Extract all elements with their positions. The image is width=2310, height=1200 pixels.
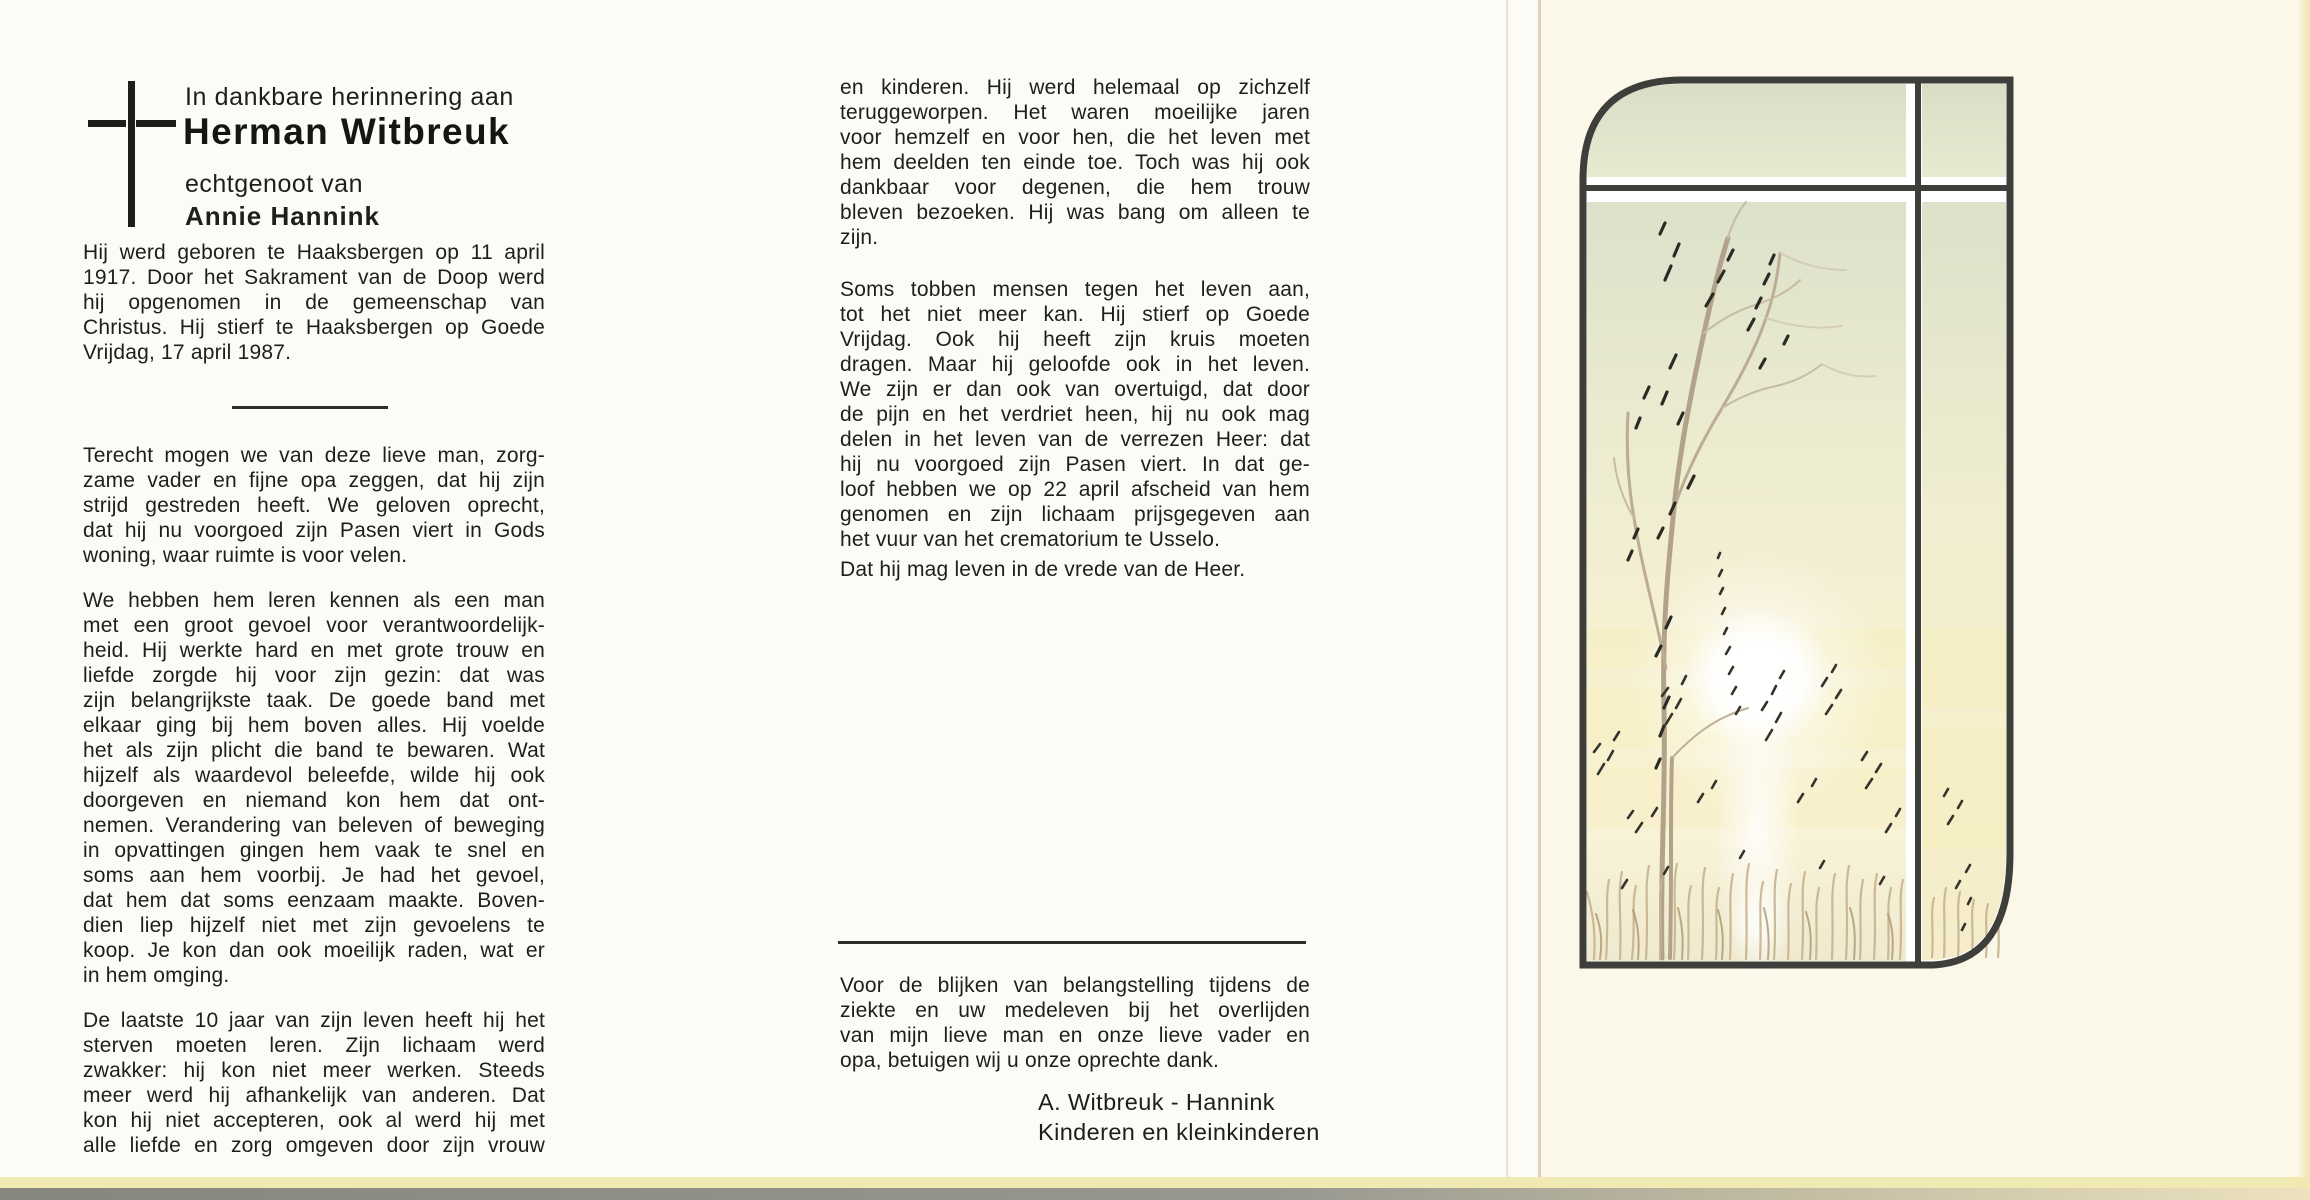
- closing-prayer-line: Dat hij mag leven in de vrede van de Heer.: [840, 558, 1246, 581]
- tribute-paragraph-2: We hebben hem leren kennen als een man met een groot gevoel voor verantwoordelijk- heid. Hij werkte hard en met grote trouw en liefde zorgde hij voor zijn gezin: dat was zijn belangrijkste taak. De goede band met elkaar ging bij hem boven alles. Hij voelde het als zijn plicht die band te bewaren. Wat hijzelf als waardevol beleefde, wilde hij ook doorgeven en niemand kon hem dat ont- nemen. Verandering van beleven of beweging in opvattingen gingen hem vaak te snel en soms aan hem voorbij. Je had het gevoel, dat hem dat soms eenzaam maakte. Boven- dien liep hijzelf niet met zijn gevoelens te koop. Je kon dan ook moeilijk raden, wat er in hem omging.: [83, 589, 545, 987]
- signature-family: Kinderen en kleinkinderen: [1038, 1119, 1320, 1145]
- memorial-intro-line: In dankbare herinnering aan: [185, 83, 514, 111]
- pane-top-left: [1587, 84, 1906, 178]
- scan-bottom-shadow: [0, 1188, 2310, 1200]
- birth-death-paragraph: Hij werd geboren te Haaksbergen op 11 april 1917. Door het Sakrament van de Doop werd hij opgenomen in de gemeenschap van Christus. Hij stierf te Haaksbergen op Goede Vrijdag, 17 april 1987.: [83, 241, 545, 364]
- tribute-paragraph-5: Soms tobben mensen tegen het leven aan, tot het niet meer kan. Hij stierf op Goede Vrijdag. Ook hij heeft zijn kruis moeten dragen. Maar hij geloofde ook in het leven. We zijn er dan ook van overtuigd, dat door de pijn en het verdriet heen, hij nu ook mag delen in het leven van de verrezen Heer: dat hij nu voorgoed zijn Pasen viert. In dat ge- loof hebben we op 22 april afscheid van hem genomen en zijn lichaam prijsgegeven aan het vuur van het crematorium te Usselo.: [840, 278, 1310, 551]
- cross-icon: [86, 78, 181, 230]
- tribute-paragraph-1: Terecht mogen we van deze lieve man, zorg- zame vader en fijne opa zeggen, dat hij zijn strijd gestreden heeft. We geloven oprecht, dat hij nu voorgoed zijn Pasen viert in Gods woning, waar ruimte is voor velen.: [83, 444, 545, 567]
- relation-line: echtgenoot van: [185, 170, 363, 198]
- tribute-paragraph-3: De laatste 10 jaar van zijn leven heeft hij het sterven moeten leren. Zijn lichaam werd zwakker: hij kon niet meer werken. Steeds meer werd hij afhankelijk van anderen. Dat kon hij niet accepteren, ook al werd hij met alle liefde en zorg omgeven door zijn vrouw: [83, 1009, 545, 1157]
- cross-icon-svg: [86, 78, 181, 230]
- window-illustration: [1570, 68, 2022, 980]
- spouse-name: Annie Hannink: [185, 201, 381, 231]
- acknowledgement-paragraph: Voor de blijken van belangstelling tijdens de ziekte en uw medeleven bij het overlijden van mijn lieve man en onze lieve vader en opa, betuigen wij u onze oprechte dank.: [840, 974, 1310, 1072]
- signature-block: [1038, 1087, 1320, 1147]
- card-right-edge: [2298, 0, 2310, 1200]
- signature-name: A. Witbreuk - Hannink: [1038, 1089, 1275, 1115]
- divider-line: [838, 941, 1306, 944]
- fold-line: [1506, 0, 1508, 1200]
- fold-line: [1538, 0, 1541, 1200]
- pane-top-right: [1922, 84, 2006, 177]
- tribute-paragraph-4: en kinderen. Hij werd helemaal op zichzelf teruggeworpen. Het waren moeilijke jaren voor hemzelf en voor hen, die het leven met hem deelden ten einde toe. Toch was hij ook dankbaar voor degenen, die hem trouw bleven bezoeken. Hij was bang om alleen te zijn.: [840, 76, 1310, 249]
- card-bottom-edge: [0, 1177, 2310, 1188]
- divider-line: [232, 406, 388, 409]
- deceased-name: Herman Witbreuk: [183, 111, 511, 152]
